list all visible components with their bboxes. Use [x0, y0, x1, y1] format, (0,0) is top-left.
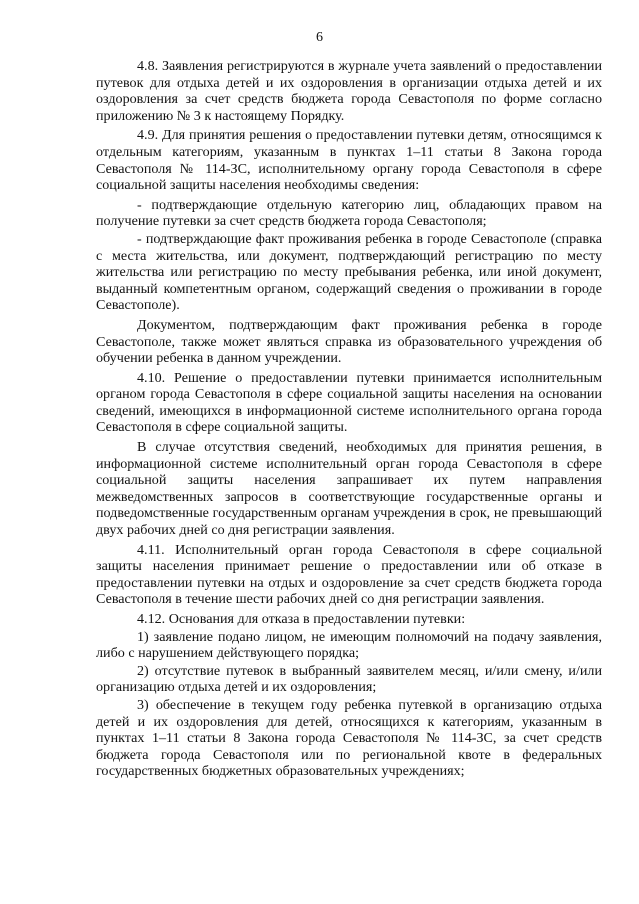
refusal-reason-3: 3) обеспечение в текущем году ребенка путевкой в организацию отдыха детей и их оздоровления для детей, относящихся к категориям, указанным в пунктах 1–11 статьи 8 Закона города Севастополя № 114-ЗС, за счет средств бюджета города Севастополя или по региональной квоте в федеральных государственных бюджетных образовательных учреждениях;	[96, 696, 602, 780]
list-item-category: - подтверждающие отдельную категорию лиц, обладающих правом на получение путевки за счет средств бюджета города Севастополя;	[96, 196, 602, 230]
paragraph-4-11: 4.11. Исполнительный орган города Севастополя в сфере социальной защиты населения принимает решение о предоставлении или об отказе в предоставлении путевки на отдых и оздоровление за счет средств бюджета города Севастополя в течение шести рабочих дней со дня регистрации заявления.	[96, 541, 602, 608]
paragraph-4-9: 4.9. Для принятия решения о предоставлении путевки детям, относящимся к отдельным категориям, указанным в пунктах 1–11 статьи 8 Закона города Севастополя № 114-ЗС, исполнительному органу города Севастополя в сфере социальной защиты населения необходимы сведения:	[96, 127, 602, 194]
paragraph-4-12: 4.12. Основания для отказа в предоставлении путевки:	[137, 611, 466, 627]
list-item-residence: - подтверждающие факт проживания ребенка в городе Севастополе (справка с места жительства, или документ, подтверждающий регистрацию по месту жительства или регистрацию по месту пребывания ребенка, или иной документ, выданный компетентным органом, содержащий сведения о проживании в городе Севастополе).	[96, 230, 602, 314]
paragraph-4-10: 4.10. Решение о предоставлении путевки принимается исполнительным органом города Севастополя в сфере социальной защиты населения на основании сведений, имеющихся в информационной системе исполнительного органа города Севастополя в сфере социальной защиты.	[96, 369, 602, 436]
refusal-reason-2: 2) отсутствие путевок в выбранный заявителем месяц, и/или смену, и/или организацию отдыха детей и их оздоровления;	[96, 662, 602, 696]
paragraph-missing-data: В случае отсутствия сведений, необходимых для принятия решения, в информационной системе исполнительный орган города Севастополя в сфере социальной защиты населения запрашивает их путем направления межведомственных запросов в соответствующие государственные органы и подведомственные государственным органам учреждения в срок, не превышающий двух рабочих дней со дня регистрации заявления.	[96, 439, 602, 539]
refusal-reason-1: 1) заявление подано лицом, не имеющим полномочий на подачу заявления, либо с нарушением действующего порядка;	[96, 628, 602, 662]
document-body	[96, 58, 602, 781]
paragraph-4-8: 4.8. Заявления регистрируются в журнале учета заявлений о предоставлении путевок для отдыха детей и их оздоровления в организации отдыха детей и их оздоровления за счет средств бюджета города Севастополя по форме согласно приложению № 3 к настоящему Порядку.	[96, 58, 602, 124]
page-number: 6	[316, 30, 323, 45]
paragraph-residence-proof: Документом, подтверждающим факт проживания ребенка в городе Севастополе, также может являться справка из образовательного учреждения об обучении ребенка в данном учреждении.	[96, 316, 602, 367]
